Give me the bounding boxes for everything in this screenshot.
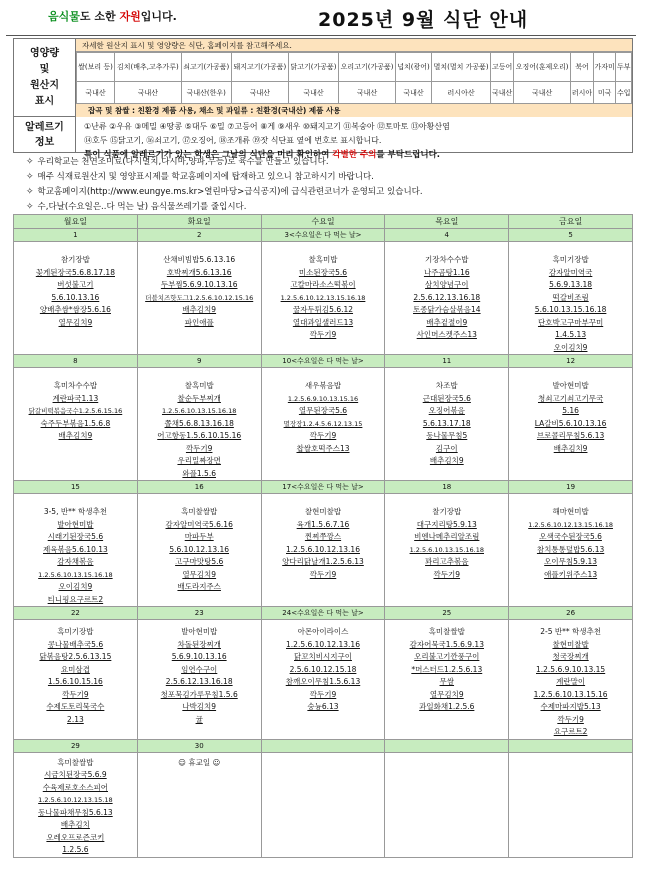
menu-item: 깍두기9 <box>309 330 337 339</box>
menu-item: 애플키위주스13 <box>544 569 598 579</box>
menu-cell <box>14 752 138 857</box>
menu-item: 꽃게된장국5.6.8.17.18 <box>35 267 115 277</box>
menu-item: 오이김치9 <box>553 342 588 352</box>
origin-source-cell: 국내산 <box>396 82 432 104</box>
menu-item: 1.2.5.6 <box>62 845 89 854</box>
menu-row <box>14 620 633 740</box>
menu-item: 2.5.6.12.13.16.18 <box>413 292 481 302</box>
notice-item <box>26 170 423 185</box>
menu-item: 어고항동1.5.6.10.15.16 <box>157 431 242 440</box>
menu-item: 더블치즈핫도그1.2.5.6.10.12.15.16 <box>145 293 254 302</box>
origin-source-cell: 국내산 <box>115 82 182 104</box>
menu-item: 5.6.10.13.15.16.18 <box>534 305 607 314</box>
menu-item: 배추김치9 <box>182 305 217 314</box>
menu-item: LA갈비5.6.10.13.16 <box>534 418 607 428</box>
menu-item: 1.5.6.10.15.16 <box>47 677 103 686</box>
menu-item: 배도라지주스 <box>177 582 221 591</box>
menu-item: 발아현미밥 <box>552 381 589 390</box>
header-divider <box>6 35 636 36</box>
menu-item: 고구마맛탕5.6 <box>175 557 224 566</box>
menu-item: 1.4.5.13 <box>555 330 587 339</box>
date-cell: 26 <box>509 607 633 620</box>
menu-item: 찰순두부찌개 <box>177 393 221 403</box>
menu-item: 깍두기9 <box>309 431 337 440</box>
menu-item: 흑미기장밥 <box>552 255 589 264</box>
menu-item: 찰현미찰밥 <box>552 639 589 649</box>
date-cell: 25 <box>385 607 509 620</box>
origin-sources-row <box>77 82 632 104</box>
date-cell: 2 <box>137 229 261 242</box>
menu-item: 깍두기9 <box>62 689 89 699</box>
origin-label-line: 영양량 <box>30 47 59 59</box>
origin-source-cell: 국내산 <box>491 82 514 104</box>
menu-item: 열대과일샐러드13 <box>292 317 354 327</box>
menu-item: 5.16 <box>562 406 579 415</box>
menu-cell <box>509 620 633 740</box>
menu-item: 흑미기장밥 <box>57 627 94 636</box>
menu-item: 깍두기9 <box>309 569 337 579</box>
menu-calendar <box>13 214 633 858</box>
menu-item: 깍두기9 <box>433 569 461 579</box>
menu-item: 숭늉6.13 <box>307 702 339 711</box>
menu-item: 5.6.9.10.13.16 <box>171 652 227 661</box>
menu-item: 계란말이 <box>556 677 586 686</box>
origin-item-cell: 쇠고기(가공품) <box>181 53 231 82</box>
date-cell: 24<수요일은 다 먹는 날> <box>261 607 385 620</box>
origin-item-cell: 오징어(훈제오리) <box>514 53 571 82</box>
origin-item-cell: 돼지고기(가공품) <box>231 53 288 82</box>
menu-item: 산채비빔밥5.6.13.16 <box>163 255 236 264</box>
origin-item-cell: 두부 <box>616 53 632 82</box>
origin-label-line: 표시 <box>34 95 55 107</box>
slogan-green: 음식물 <box>48 10 80 23</box>
notice-item <box>26 200 423 215</box>
menu-item: 2-5 반** 학생추천 <box>540 627 601 636</box>
weekday-header: 목요일 <box>385 215 509 229</box>
menu-cell <box>509 752 633 857</box>
menu-item: 1.2.5.6.9.10.13.15 <box>536 664 606 674</box>
origin-source-cell: 러시아 <box>571 82 594 104</box>
origin-item-cell: 김치(배추,고추가루) <box>115 53 182 82</box>
origin-source-cell: 국내산 <box>288 82 338 104</box>
menu-cell <box>261 242 385 355</box>
menu-item: 찰기장밥 <box>432 507 462 516</box>
menu-item: 오리불고기깐풍구이 <box>414 652 480 661</box>
page-header <box>10 4 635 32</box>
menu-item: 1.2.5.6.10.13.15.16 <box>533 689 608 699</box>
origin-item-cell: 북어 <box>571 53 594 82</box>
notice-bullet-icon: ✧ <box>26 172 34 182</box>
origin-source-cell: 국내산(한우) <box>181 82 231 104</box>
date-row <box>14 481 633 494</box>
calendar-body <box>14 229 633 858</box>
origin-caution: 잡곡 및 참쌀 : 친환경 제품 사용, 채소 및 과일류 : 친환경(국내산) 제품 사용 <box>76 103 632 117</box>
notice-text: 매주 식재료원산지 및 영양표시제를 학교홈페이지에 탑재하고 있으니 참고하시기 바랍니다. <box>37 172 374 182</box>
menu-item: 참기장밥 <box>60 255 90 264</box>
allergy-label <box>14 117 76 152</box>
menu-item: 콩나물배추국5.6 <box>47 639 104 649</box>
menu-item: 기장차수수밥 <box>425 255 469 264</box>
menu-item: 와플1.5.6 <box>182 468 216 478</box>
menu-item: 감자알미역국5.6.16 <box>165 519 233 529</box>
menu-item: 열무김치9 <box>58 317 93 327</box>
menu-item: 동나물파채무침5.6.13 <box>38 807 113 817</box>
menu-item: 오이무침5.9.13 <box>544 557 598 566</box>
menu-item: 찰현미찰밥 <box>304 507 342 516</box>
menu-item: 대구지리탕5.9.13 <box>416 519 477 529</box>
menu-item: 5.6.10.13.16 <box>51 292 100 302</box>
notice-bullet-icon: ✧ <box>26 157 34 167</box>
menu-item: 해마현미밥 <box>552 507 589 516</box>
menu-item: 토종닭가슴살볶음14 <box>413 305 481 314</box>
menu-item: 마파두부 <box>184 532 214 541</box>
origin-item-cell: 고등어 <box>491 53 514 82</box>
menu-item: 배추김치9 <box>429 456 464 465</box>
menu-item: 요미삼겹 <box>60 664 90 674</box>
origin-item-cell: 오리고기(가공품) <box>338 53 395 82</box>
menu-item: 고칼마라소스떡볶이 <box>290 280 356 289</box>
menu-item: 2.13 <box>67 714 84 724</box>
notice-bullet-icon: ✧ <box>26 187 34 197</box>
menu-item: 감자어묵국1.5.6.9.13 <box>409 639 484 649</box>
origin-source-cell: 국내산 <box>77 82 115 104</box>
menu-cell <box>509 242 633 355</box>
menu-item: 숙주두부볶음1.5.6.8 <box>40 418 111 428</box>
menu-item: 브로콜리무침5.6.13 <box>536 431 605 440</box>
date-cell: 4 <box>385 229 509 242</box>
date-cell: 10<수요일은 다 먹는 날> <box>261 355 385 368</box>
weekday-header-row <box>14 215 633 229</box>
menu-item: 오레오프로즌코키 <box>46 832 105 842</box>
menu-cell <box>385 242 509 355</box>
menu-item: 배추김치9 <box>553 443 588 453</box>
menu-item: 감자채볶음 <box>57 557 94 566</box>
menu-cell <box>137 368 261 481</box>
menu-item: 배추김치9 <box>58 431 93 440</box>
weekday-header: 월요일 <box>14 215 138 229</box>
menu-row <box>14 494 633 607</box>
menu-item: 감자알미역국 <box>548 267 593 277</box>
weekday-header: 금요일 <box>509 215 633 229</box>
menu-cell <box>261 494 385 607</box>
date-cell: 30 <box>137 739 261 752</box>
menu-cell <box>137 620 261 740</box>
menu-item: 호박찌개5.6.13.16 <box>166 267 232 277</box>
menu-item: 찰흑미밥 <box>184 381 214 390</box>
menu-cell <box>509 368 633 481</box>
date-cell: 15 <box>14 481 138 494</box>
menu-item: *머스터드1.2.5.6.13 <box>411 664 483 674</box>
menu-item: 오이김치9 <box>58 582 93 591</box>
menu-item: 2.5.6.10.12.15.18 <box>289 664 357 674</box>
origin-item-cell: 멸치(멸치 가공품) <box>431 53 491 82</box>
date-cell: 23 <box>137 607 261 620</box>
origin-table <box>76 52 632 104</box>
menu-item: 1.2.5.6.10.12.13.16 <box>286 639 360 649</box>
date-cell: 29 <box>14 739 138 752</box>
notice-bullet-icon: ✧ <box>26 202 34 212</box>
page-title: 2025년 9월 식단 안내 <box>318 9 529 31</box>
date-cell: 11 <box>385 355 509 368</box>
menu-cell <box>14 620 138 740</box>
menu-item: 요구르트2 <box>553 727 588 736</box>
notice-list <box>26 155 423 215</box>
menu-item: 수육제로호소스피어 <box>42 782 108 792</box>
menu-item: 꿀자두튀김5.6.12 <box>292 305 354 314</box>
menu-item: 새우볶음밥 <box>304 381 342 390</box>
menu-item: 흑미찰쌀밥 <box>428 627 465 636</box>
menu-item: 3-5, 반** 학생추천 <box>43 507 107 516</box>
menu-item: 1.2.5.6.10.13.15.16.18 <box>161 407 237 415</box>
menu-item: 5.6.13.17.18 <box>422 418 471 428</box>
menu-item: 과일화채1.2.5.6 <box>419 702 475 711</box>
menu-item: 1.2.5.6.10.13.15.16.18 <box>409 545 484 554</box>
notice-text: 수,다날(수요일은..다 먹는 날) 음식물쓰레기를 줄입시다. <box>37 202 247 212</box>
menu-item: 깍두기9 <box>185 443 213 453</box>
menu-item: ☺ 휴교일 ☺ <box>178 757 221 767</box>
origin-item-cell: 넙치(광어) <box>396 53 432 82</box>
menu-item: 5.6.10.12.13.16 <box>169 544 230 554</box>
menu-item: 나박김치9 <box>182 702 217 711</box>
menu-item: 양다리닭날개1.2.5.6.13 <box>282 557 364 566</box>
allergy-line: ⑭호두 ⑮닭고기, ⑯쇠고기, ⑰오징어, ⑱조개류 ⑲잣 식단표 옆에 번호로 표시합니다. <box>84 136 382 145</box>
menu-item: 미소된장국5.6 <box>298 267 348 277</box>
menu-item: 차돌된장찌개 <box>177 639 221 649</box>
allergy-warning-text: 를 부탁드립니다. <box>376 150 441 160</box>
allergy-warning-text: 특이 식품에 알레르기가 있는 학생은 그날의 식단을 미리 확인하여 <box>84 150 333 160</box>
menu-item: 1.2.5.6.10.12.13.15.16.18 <box>280 293 366 302</box>
menu-item: 김구이 <box>435 443 458 453</box>
date-cell: 17<수요일은 다 먹는 날> <box>261 481 385 494</box>
date-cell <box>509 739 633 752</box>
allergy-label-line: 정보 <box>34 136 55 148</box>
menu-item: 시래기된장국5.6 <box>47 532 104 541</box>
menu-cell <box>137 242 261 355</box>
menu-item: 열무김치9 <box>429 689 464 699</box>
menu-cell <box>14 494 138 607</box>
menu-item: 배추김치 <box>60 820 90 829</box>
origin-source-cell: 러시아산 <box>431 82 491 104</box>
menu-item: 열무김치9 <box>182 569 217 579</box>
menu-item: 시금치된장국5.6.9 <box>44 770 107 779</box>
menu-item: 깍두기9 <box>557 714 584 724</box>
menu-item: 청포묵김가루무침1.5.6 <box>160 689 238 699</box>
notice-item <box>26 155 423 170</box>
menu-item: 비엔나메추리알조림 <box>414 532 480 541</box>
date-cell: 16 <box>137 481 261 494</box>
menu-cell <box>385 368 509 481</box>
menu-item: 참깨오이무침1.5.6.13 <box>285 677 361 686</box>
menu-item: 파인애플 <box>184 317 214 327</box>
menu-item: 찰흑미밥 <box>308 255 338 264</box>
menu-item: 무쌈 <box>439 677 455 686</box>
menu-item: 쫄채5.6.8.13.16.18 <box>164 418 234 428</box>
menu-item: 발아현미밥 <box>181 627 218 636</box>
menu-cell <box>261 368 385 481</box>
menu-item: 꽈리고추볶음 <box>425 557 469 566</box>
date-row <box>14 607 633 620</box>
menu-item: 5.6.9.13.18 <box>549 280 593 289</box>
origin-items-row <box>77 53 632 82</box>
menu-item: 사인머스켓주스13 <box>416 330 477 339</box>
menu-item: 오색국수된장국5.6 <box>539 532 602 541</box>
menu-item: 열무된장국5.6 <box>298 406 348 415</box>
allergy-list <box>84 120 450 148</box>
date-cell: 1 <box>14 229 138 242</box>
menu-cell <box>137 752 261 857</box>
menu-cell <box>385 620 509 740</box>
origin-label <box>14 39 76 117</box>
menu-item: 청국장찌개 <box>552 652 589 661</box>
menu-item: 흑미찰쌀밥 <box>57 757 94 767</box>
menu-row <box>14 752 633 857</box>
menu-item: 참치통통덮밥5.6.13 <box>536 544 605 554</box>
origin-item-cell: 가자미 <box>593 53 616 82</box>
menu-row <box>14 368 633 481</box>
date-cell: 18 <box>385 481 509 494</box>
menu-cell <box>509 494 633 607</box>
menu-row <box>14 242 633 355</box>
menu-item: 닭볶음탕2.5.6.13.15 <box>39 652 112 661</box>
menu-item: 1.2.5.6.10.12.13.16 <box>286 544 360 554</box>
origin-label-line: 원산지 <box>30 79 59 91</box>
menu-item: 귤 <box>195 714 203 724</box>
menu-item: 삼치양념구이 <box>425 280 469 289</box>
date-cell: 12 <box>509 355 633 368</box>
menu-item: 오징어볶음 <box>428 406 465 415</box>
slogan-mid: 도 소한 <box>79 10 120 23</box>
menu-item: 흑미찰쌀밥 <box>181 507 218 516</box>
menu-cell <box>385 752 509 857</box>
date-cell: 3<수요일은 다 먹는 날> <box>261 229 385 242</box>
menu-item: 청쇠고기쇠고기무국 <box>537 393 604 403</box>
allergy-label-line: 알레르기 <box>25 121 64 133</box>
slogan-red: 자원 <box>119 10 141 23</box>
menu-item: 흑미차수수밥 <box>53 381 98 390</box>
menu-item: 1.2.5.6.10.13.15.16.18 <box>38 570 113 579</box>
menu-item: 찐찌쭈깡스 <box>304 532 342 541</box>
date-cell: 5 <box>509 229 633 242</box>
menu-item: 제육볶음5.6.10.13 <box>43 544 108 554</box>
origin-note: 자세한 원산지 표시 및 영양량은 식단, 홈페이지를 참고해주세요. <box>76 39 632 52</box>
menu-cell <box>14 368 138 481</box>
origin-item-cell: 닭고기(가공품) <box>288 53 338 82</box>
menu-item: 수제마파지밥5.13 <box>540 702 601 711</box>
weekday-header: 화요일 <box>137 215 261 229</box>
origin-source-cell: 국내산 <box>514 82 571 104</box>
allergy-warning-emphasis: 각별한 주의 <box>332 150 377 160</box>
menu-item: 단호박고구마부꾸미 <box>537 317 604 327</box>
origin-source-cell: 수입 <box>616 82 632 104</box>
menu-item: 계란파국1.13 <box>52 393 99 403</box>
menu-cell <box>385 494 509 607</box>
origin-source-cell: 국내산 <box>231 82 288 104</box>
notice-text: 학교홈페이지(http://www.eungye.ms.kr>열린마당>급식공지)에 급식관련코너가 운영되고 있습니다. <box>37 187 423 197</box>
menu-item: 수제도토리묵국수 <box>46 702 105 711</box>
menu-item: 배추겉절이9 <box>426 317 468 327</box>
menu-item: 깍두기9 <box>309 689 337 699</box>
menu-item: 임연수구이 <box>181 664 218 674</box>
menu-item: 근대된장국5.6 <box>422 393 471 403</box>
menu-item: 티니핑요구르트2 <box>47 594 104 604</box>
date-cell: 9 <box>137 355 261 368</box>
menu-item: 1.2.5.6.9.10.13.15.16 <box>287 394 359 403</box>
slogan-end: 입니다. <box>140 10 177 23</box>
menu-cell <box>261 752 385 857</box>
origin-source-cell: 국내산 <box>338 82 395 104</box>
menu-item: 멸장장1.2.4.5.6.12.13.15 <box>283 419 363 428</box>
date-cell: 8 <box>14 355 138 368</box>
date-row <box>14 355 633 368</box>
menu-item: 찹쌀호떡주스13 <box>296 443 350 453</box>
origin-item-cell: 쌀(보리 등) <box>77 53 115 82</box>
menu-cell <box>137 494 261 607</box>
info-box <box>13 38 633 160</box>
date-cell: 19 <box>509 481 633 494</box>
allergy-line: ①난류 ②우유 ③메밀 ④땅콩 ⑤대두 ⑥밀 ⑦고등어 ⑧게 ⑨새우 ⑩돼지고기 ⑪복숭아 ⑫토마토 ⑬아황산염 <box>84 122 450 131</box>
origin-label-line: 및 <box>39 63 50 75</box>
date-row <box>14 229 633 242</box>
menu-item: 닭갈비떡볶음국수1.2.5.6.15.16 <box>28 407 123 415</box>
menu-item: 양배추쌈*쌈장5.6.16 <box>39 305 111 314</box>
menu-item: 나주곰탕1.16 <box>423 267 470 277</box>
menu-item: 2.5.6.12.13.16.18 <box>165 677 233 686</box>
date-cell: 22 <box>14 607 138 620</box>
menu-item: 동나물무침5 <box>426 431 468 440</box>
notice-item <box>26 185 423 200</box>
notice-text: 우리학교는 천연조미료(다시멸치,다시마,양파,무등)로 육수를 만들고 있습니다. <box>37 157 329 167</box>
slogan <box>48 8 177 24</box>
menu-item: 육개1.5.6.7.16 <box>296 519 350 529</box>
date-cell <box>261 739 385 752</box>
menu-item: 두부찜5.6.9.10.13.16 <box>160 280 238 289</box>
date-row <box>14 739 633 752</box>
menu-item: 발아현미밥 <box>57 519 94 529</box>
menu-item: 버섯불고기 <box>57 280 94 289</box>
weekday-header: 수요일 <box>261 215 385 229</box>
origin-source-cell: 미국 <box>593 82 616 104</box>
menu-item: 1.2.5.6.10.12.13.15.18 <box>38 796 113 804</box>
date-cell <box>385 739 509 752</box>
menu-cell <box>14 242 138 355</box>
menu-item: 아몬아이라이스 <box>297 627 349 636</box>
menu-item: 우리밀짜장면 <box>177 456 221 465</box>
menu-cell <box>261 620 385 740</box>
menu-item: 차조밥 <box>435 381 458 390</box>
menu-item: 1.2.5.6.10.12.13.15.16.18 <box>528 520 613 529</box>
menu-item: 닭꼬치비시지구이 <box>294 652 352 661</box>
menu-item: 떡갈비조림 <box>552 292 589 302</box>
